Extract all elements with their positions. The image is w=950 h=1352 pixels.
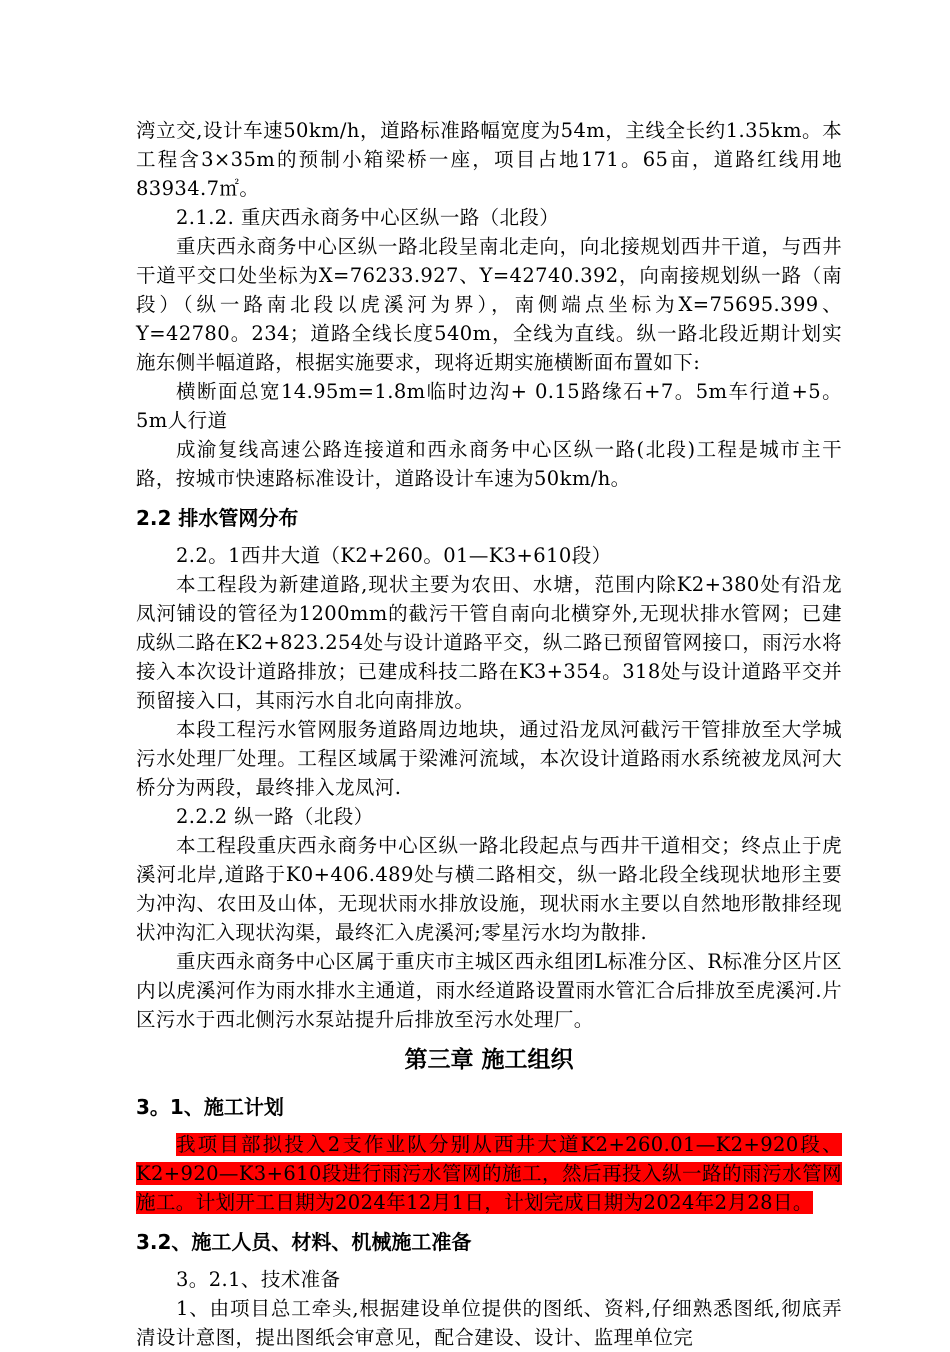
highlighted-text: 我项目部拟投入2支作业队分别从西井大道K2+260.01—K2+920段、K2+920—K3+610段进行雨污水管网的施工，然后再投入纵一路的雨污水管网施工。计划开工日期为2024年12月1日，计划完成日期为2024年2月28日。 bbox=[136, 1133, 842, 1214]
section-2-1-2-paragraph-1: 重庆西永商务中心区纵一路北段呈南北走向，向北接规划西井干道，与西井干道平交口处坐标为X=76233.927、Y=42740.392，向南接规划纵一路（南段）（纵一路南北段以虎溪河为界），南侧端点坐标为X=75695.399、Y=42780。234；道路全线长度540m，全线为直线。纵一路北段近期计划实施东侧半幅道路，根据实施要求，现将近期实施横断面布置如下: bbox=[136, 235, 842, 374]
section-3-1-plan-paragraph bbox=[136, 1130, 842, 1217]
section-2-1-2-paragraph-3: 成渝复线高速公路连接道和西永商务中心区纵一路(北段)工程是城市主干路，按城市快速路标准设计，道路设计车速为50km/h。 bbox=[136, 438, 842, 490]
section-2-1-2-heading: 2.1.2. 重庆西永商务中心区纵一路（北段） bbox=[176, 206, 560, 229]
section-2-2-1-paragraph-1: 本工程段为新建道路,现状主要为农田、水塘，范围内除K2+380处有沿龙凤河铺设的管径为1200mm的截污干管自南向北横穿外,无现状排水管网；已建成纵二路在K2+823.254处与设计道路平交，纵二路已预留管网接口，雨污水将接入本次设计道路排放；已建成科技二路在K3+354。318处与设计道路平交并预留接入口，其雨污水自北向南排放。 bbox=[136, 573, 842, 712]
section-2-2-title: 2.2 排水管网分布 bbox=[136, 506, 299, 530]
section-3-2-1-heading: 3。2.1、技术准备 bbox=[176, 1268, 341, 1291]
section-2-2-2-heading: 2.2.2 纵一路（北段） bbox=[176, 805, 374, 828]
section-2-2-2-paragraph-1: 本工程段重庆西永商务中心区纵一路北段起点与西井干道相交；终点止于虎溪河北岸,道路于K0+406.489处与横二路相交，纵一路北段全线现状地形主要为冲沟、农田及山体，无现状雨水排放设施，现状雨水主要以自然地形散排经现状冲沟汇入现状沟渠，最终汇入虎溪河;零星污水均为散排. bbox=[136, 834, 842, 944]
section-2-2-2-paragraph-2: 重庆西永商务中心区属于重庆市主城区西永组团L标准分区、R标准分区片区内以虎溪河作为雨水排水主通道，雨水经道路设置雨水管汇合后排放至虎溪河.片区污水于西北侧污水泵站提升后排放至污水处理厂。 bbox=[136, 950, 842, 1031]
section-3-1-title: 3。1、施工计划 bbox=[136, 1095, 284, 1119]
section-2-2-1-paragraph-2: 本段工程污水管网服务道路周边地块，通过沿龙凤河截污干管排放至大学城污水处理厂处理。工程区域属于梁滩河流域，本次设计道路雨水系统被龙凤河大桥分为两段，最终排入龙凤河. bbox=[136, 718, 842, 799]
chapter-3-title: 第三章 施工组织 bbox=[404, 1047, 574, 1073]
section-2-2-1-heading: 2.2。1西井大道（K2+260。01—K3+610段） bbox=[176, 544, 612, 567]
section-2-1-2-paragraph-2: 横断面总宽14.95m=1.8m临时边沟+ 0.15路缘石+7。5m车行道+5。5m人行道 bbox=[136, 380, 842, 432]
document-body bbox=[136, 116, 842, 1352]
intro-paragraph: 湾立交,设计车速50km/h，道路标准路幅宽度为54m，主线全长约1.35km。本工程含3×35m的预制小箱梁桥一座，项目占地171。65亩，道路红线用地83934.7㎡。 bbox=[136, 119, 842, 200]
section-3-2-1-paragraph-1: 1、由项目总工牵头,根据建设单位提供的图纸、资料,仔细熟悉图纸,彻底弄清设计意图，提出图纸会审意见，配合建设、设计、监理单位完 bbox=[136, 1297, 842, 1349]
section-3-2-title: 3.2、施工人员、材料、机械施工准备 bbox=[136, 1230, 472, 1254]
